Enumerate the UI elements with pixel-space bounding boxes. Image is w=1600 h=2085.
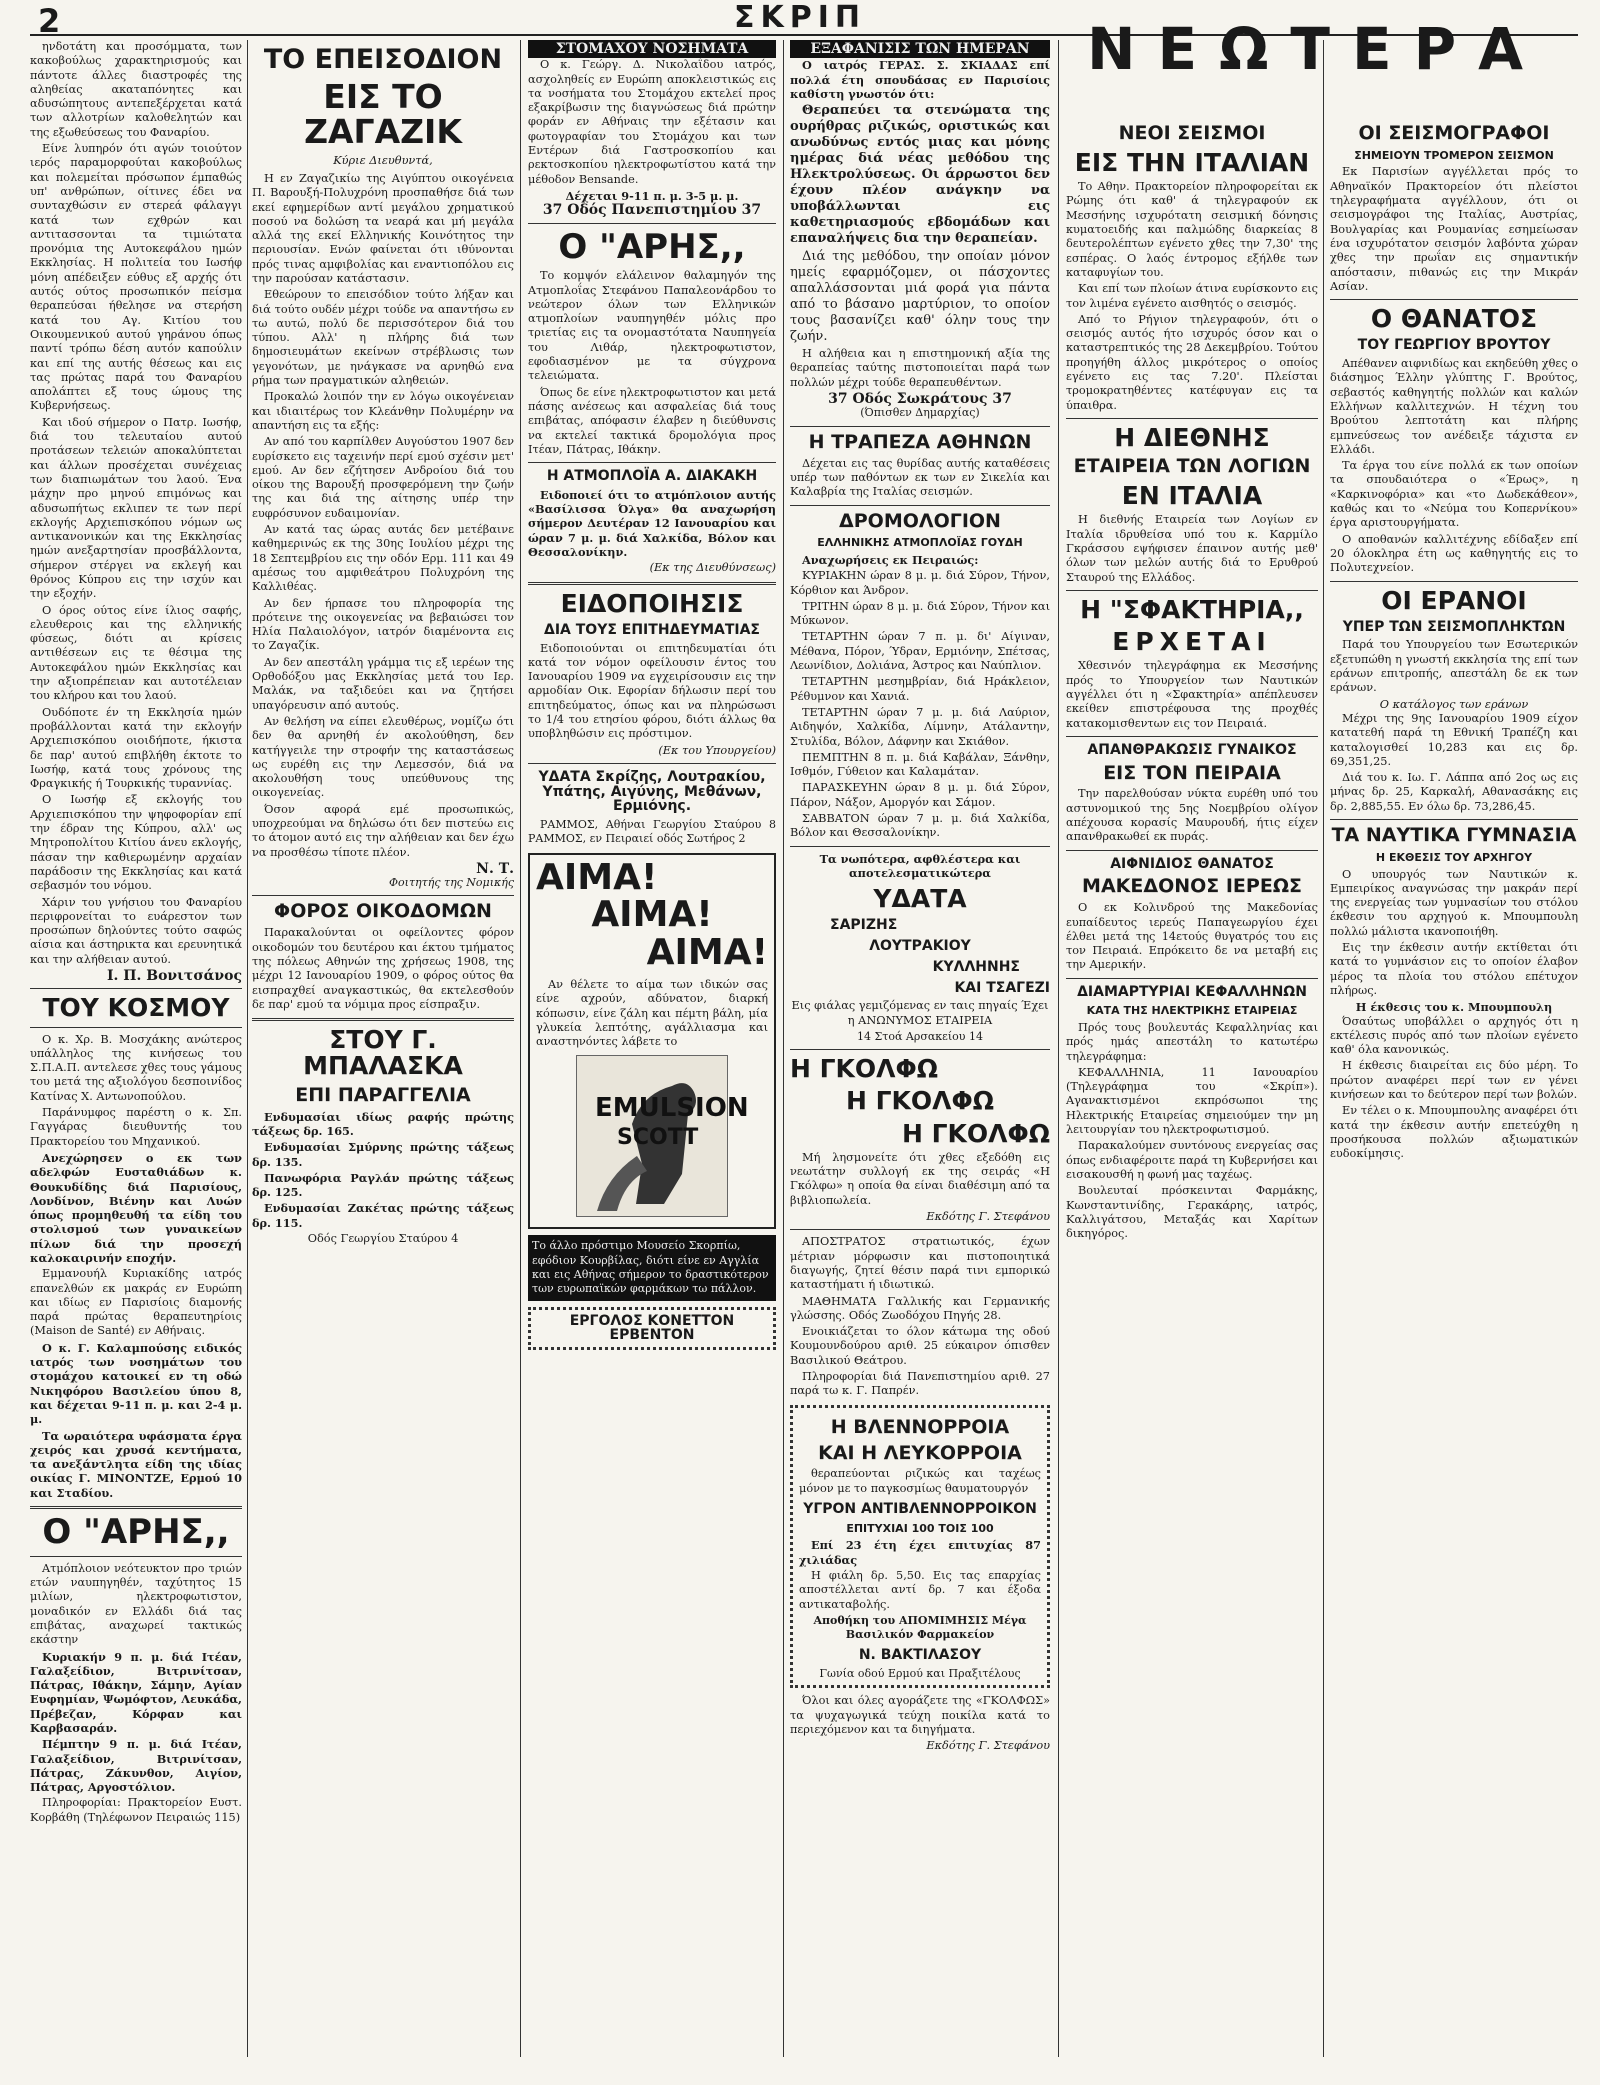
- ad-headline: ΑΙΜΑ!: [646, 932, 768, 974]
- divider: [528, 582, 776, 585]
- ad-headline: ΑΙΜΑ!: [536, 856, 658, 898]
- ad-address: Γωνία οδού Ερμού και Πραξιτέλους: [819, 1667, 1021, 1681]
- salutation: Κύριε Διευθυντά,: [333, 153, 433, 167]
- article-paragraph: Παρακαλούνται οι οφείλοντες φόρον οικοδομών του δευτέρου και έκτου τμήματος της πόλεως Αθηνών της χρήσεως 1908, της μέχρι 12 Ιανουαρίου 1909, ο φόρος ούτος θα εισπραχθεί αναγκαστικώς, θα εκτελεσθούν δε παρ' εμού τα νόμιμα προς είσπραξιν.: [252, 926, 514, 1011]
- ad-address: 37 Οδός Πανεπιστημίου 37: [542, 202, 762, 219]
- article-paragraph: Από το Ρήγιον τηλεγραφούν, ότι ο σεισμός αυτός ήτο ισχυρός όσον και ο καταστρεπτικός της 28 Δεκεμβρίου. Τούτου προηγήθη άλλος μικρότερος ο οποίος εγένετο εις τας 7.20'. Πλείσται τρομοκρατηθέντες κατέφυγαν εις τα ύπαιθρα.: [1066, 312, 1318, 412]
- ad-text: Ο ιατρός ΓΕΡΑΣ. Σ. ΣΚΙΑΔΑΣ επί πολλά έτη σπουδάσας εν Παρισίοις καθίστη γνωστόν ότι:: [790, 58, 1050, 101]
- news-item: Εμμανουήλ Κυριακίδης ιατρός επανελθών εκ μακράς εν Ευρώπη και ιδίως εν Παρισίοις διαμονής παρά πρώτας θεραπευτηρίοις (Maison de Santé) εν Αθήναις.: [30, 1267, 242, 1338]
- article-title: Η ΔΙΕΘΝΗΣ: [1114, 422, 1270, 452]
- article-paragraph: Εθεώρουν το επεισόδιον τούτο λήξαν και διά τούτο ουδέν μέχρι τούδε να απαντήσω εν τω αυτώ, πολύ δε περισσότερον διά του τύπου. Αλλ' η πλήρης διά των δημοσιευμάτων εκείνων στρέβλωσις των γεγονότων, με ηνάγκασε να αρνηθώ ενα ρήμα των πραγματικών αληθειών.: [252, 288, 514, 388]
- divider: [1330, 819, 1578, 820]
- ad-line: Ενδυμασίαι Σμύρνης πρώτης τάξεως δρ. 135.: [252, 1140, 514, 1169]
- article-paragraph: Αν δεν απεστάλη γράμμα τις εξ ιερέων της Ορθοδόξου μας Εκκλησίας μετά του Ιερ. Μαλάκ, να ταξιδεύει και να ζητήσει υπαγόρευσιν από αυτούς.: [252, 655, 514, 712]
- article-title: ΤΑ ΝΑΥΤΙΚΑ ΓΥΜΝΑΣΙΑ: [1331, 824, 1577, 847]
- article-paragraph: Όσον αφορά εμέ προσωπικώς, υποχρεούμαι να δηλώσω ότι δεν πιστεύω εις το άτομον αυτό εις την αλήθειαν και δεν έχω να προσθέσω τίποτε πλέον.: [252, 802, 514, 859]
- article-title: ΕΙΣ ΤΟ ΖΑΓΑΖΙΚ: [304, 77, 462, 151]
- ad-title: Η ΓΚΟΛΦΩ: [790, 1054, 939, 1084]
- article-signature: Ν. Τ.: [476, 860, 514, 877]
- ad-text: Η φιάλη δρ. 5,50. Εις τας επαρχίας αποστέλλεται αντί δρ. 7 και έξοδα αντικαταβολής.: [799, 1568, 1041, 1611]
- news-item: Ανεχώρησεν ο εκ των αδελφών Ευσταθιάδων κ. Θουκυδίδης διά Παρισίους, Λονδίνον, Βιένην και Λυών όπως προμηθευθή τα είδη του στολισμού των γυναικείων πίλων διά την προσεχή καλοκαιρινήν εποχήν.: [30, 1150, 242, 1265]
- article-title: ΟΙ ΕΡΑΝΟΙ: [1381, 585, 1527, 615]
- ad-footer: ΕΡΓΟΛΟΣ ΚΟΝΕΤΤΟΝ ΕΡΒΕΝΤΟΝ: [528, 1307, 776, 1350]
- ad-title: ΥΔΑΤΑ: [873, 884, 967, 914]
- article-title: ΟΙ ΣΕΙΣΜΟΓΡΑΦΟΙ: [1358, 122, 1550, 144]
- column-2: [252, 40, 514, 2057]
- article-title: ΑΙΦΝΙΔΙΟΣ ΘΑΝΑΤΟΣ: [1110, 855, 1274, 872]
- ad-title: ΣΤΟΥ Γ. ΜΠΑΛΑΣΚΑ: [303, 1025, 463, 1081]
- article-paragraph: Βουλευταί πρόσκεινται Φαρμάκης, Κωνσταντινίδης, Γερακάρης, ιατρός, Καλλιγάτσου, Μεταξάς και Χαρίτων δικηγόρος.: [1066, 1184, 1318, 1241]
- divider: [790, 426, 1050, 427]
- ad-title: ΕΞΑΦΑΝΙΣΙΣ ΤΩΝ ΗΜΕΡΑΝ: [790, 40, 1050, 58]
- column-divider: [1058, 40, 1059, 2057]
- ad-line: Πανωφόρια Ραγλάν πρώτης τάξεως δρ. 125.: [252, 1170, 514, 1200]
- ad-text: Ατμόπλοιον νεότευκτον προ τριών ετών ναυπηγηθέν, ταχύτητος 15 μιλίων, ηλεκτροφωτιστον, μοναδικόν εν Ελλάδι διά τας επιβάτας, αναχωρεί τακτικώς εκάστην: [30, 1561, 242, 1647]
- divider: [252, 895, 514, 896]
- article-title: ΤΟ ΕΠΕΙΣΟΔΙΟΝ: [263, 44, 503, 75]
- article-paragraph: Εις την έκθεσιν αυτήν εκτίθεται ότι κατά το γυμνάσιον εις το οποίον έλαβον μέρος τα πλοία του στόλου επέτυχον πλήρως.: [1330, 941, 1578, 997]
- section-title: ΤΟΥ ΚΟΣΜΟΥ: [42, 993, 230, 1023]
- schedule-item: ΠΕΜΠΤΗΝ 8 π. μ. διά Καβάλαν, Ξάνθην, Ισθμόν, Γύθειον και Καλαμάταν.: [790, 750, 1050, 779]
- ad-line: Ενδυμασίαι Ζακέτας πρώτης τάξεως δρ. 115.: [252, 1201, 514, 1230]
- divider: [30, 988, 242, 989]
- ad-text: θεραπεύονται ριζικώς και ταχέως μόνον με το παγκοσμίως θαυματουργόν: [799, 1467, 1041, 1495]
- ad-claim: ΕΠΙΤΥΧΙΑΙ 100 ΤΟΙΣ 100: [846, 1521, 994, 1535]
- news-item: Ο κ. Γ. Καλαμπούσης ειδικός ιατρός των νοσημάτων του στομάχου κατοικεί εν τη οδώ Νικηφόρου Βασιλείου ύπου 8, και δέχεται 9-11 π. μ. και 2-4 μ. μ.: [30, 1340, 242, 1427]
- ad-text: Όλοι και όλες αγοράζετε της «ΓΚΟΛΦΩΣ» τα ψυχαγωγικά τεύχη ποικίλα κατά το περιεχόμενον και τα διηγήματα.: [790, 1694, 1050, 1736]
- schedule-subtitle: ΕΛΛΗΝΙΚΗΣ ΑΤΜΟΠΛΟΪΑΣ ΓΟΥΔΗ: [817, 536, 1023, 550]
- ad-item: ΚΥΛΛΗΝΗΣ: [932, 958, 1020, 975]
- ad-text: Αν θέλετε το αίμα των ιδικών σας είνε αχρούν, αδύνατον, διαρκή κόπωσιν, είνε ζάλη και πέμτη βάλη, μία γλυκεία λεπτότης, αγάλλιασμα και αναστηνόντες λάβετε το: [536, 977, 768, 1049]
- article-title: ΑΠΑΝΘΡΑΚΩΣΙΣ ΓΥΝΑΙΚΟΣ: [1087, 741, 1297, 758]
- article-paragraph: Η εν Ζαγαζικίω της Αιγύπτου οικογένεια Π. Βαρουξή-Πολυχρόνη προσπαθήσε διά των εκεί εφημερίδων αντί μεγάλου χρηματικού ποσού να δολώση τα νεαρά και μή μεγάλα αλλά της εκεί Ελληνικής Κοινότητος την περιουσίαν. Ενών φαίνεται ότι ιθύνονται πρός τινας αμφιβολίας και εναντιοπόλου εις την παρούσαν κατάστασιν.: [252, 171, 514, 285]
- news-item: Παράνυμφος παρέστη ο κ. Σπ. Γαγγάρας διευθυντής του Πρακτορείου του Μηχανικού.: [30, 1106, 242, 1148]
- notice-text: Δέχεται εις τας θυρίδας αυτής καταθέσεις υπέρ των παθόντων εκ των εν Σικελία και Καλαβρία της Ιταλίας σεισμών.: [790, 456, 1050, 499]
- divider: [528, 462, 776, 463]
- article-paragraph: Αν θελήση να είπει ελευθέρως, νομίζω ότι δεν θα αρνηθή έν ακολούθηση, δεν κατήγγειλε την στροφήν της καταστάσεως ως ευρέθη εις την Λεμεσσόν, διά να ακολουθήση τους υπεύθυνους της οικογενείας.: [252, 714, 514, 800]
- notice-source: (Εκ του Υπουργείου): [658, 743, 776, 757]
- article-paragraph: Απέθανεν αιφνιδίως και εκηδεύθη χθες ο διάσημος Έλλην γλύπτης Γ. Βρούτος, σεβαστός καθηγητής πολλών και καλών Ελλήνων καλλιτεχνών. Η τέχνη του Βρούτου λεπτοτάτη και πλήρης εμπνεύσεως τον ανέδειξε τάχιστα εν Ελλάδι.: [1330, 357, 1578, 456]
- article-paragraph: Ο όρος ούτος είνε ίλιος σαφής, ελευθεροις και της ελληνικής φύσεως, διότι αι κρίσεις αντιθέσεων εις τε θέσιμα της Αυτοκεφάλου ημών Εκκλησίας και την αξιοπρέπειαν και αυτοτέλειαν του κλήρου και του λαού.: [30, 603, 242, 703]
- article-signature: Ι. Π. Βονιτσάνος: [106, 968, 242, 984]
- article-title: ΕΙΣ ΤΟΝ ΠΕΙΡΑΙΑ: [1103, 761, 1281, 784]
- ad-product: ΥΓΡΟΝ ΑΝΤΙΒΛΕΝΝΟΡΡΟΙΚΟΝ: [803, 1501, 1037, 1518]
- schedule-item: ΤΕΤΑΡΤΗΝ μεσημβρίαν, διά Ηράκλειον, Ρέθυμνον και Χανιά.: [790, 675, 1050, 703]
- ad-text: Το κομψόν ελάλεινον θαλαμηγόν της Ατμοπλοΐας Στεφάνου Παπαλεονάρδου το νεώτερον όλων των Ελληνικών ατμοπλοίων ναυπηγηθέν μόλις προ τριετίας εις τα ονομαστότατα Ναυπηγεία του Λιθάρ, ηλεκτροφωτιστον, εφοδιασμένον με τα σύγχρονα τελειώματα.: [528, 269, 776, 383]
- ad-source: (Εκ της Διευθύνσεως): [649, 561, 776, 575]
- divider: [528, 763, 776, 764]
- article-paragraph: Ο αποθανών καλλιτέχνης εδίδαξεν επί 20 όλοκληρα έτη ως καθηγητής εις το Πολυτεχνείον.: [1330, 532, 1578, 575]
- column-5-body: [1066, 118, 1318, 2057]
- article-paragraph: Πρός τους βουλευτάς Κεφαλληνίας και πρός ημάς απεστάλη το κατωτέρω τηλεγράφημα:: [1066, 1021, 1318, 1063]
- article-paragraph: Η διεθνής Εταιρεία των Λογίων εν Ιταλία ιδρυθείσα υπό του κ. Καρμίλο Γκράσσου εψήφισεν έπαινον αυτής μεθ' όλων των μελών αυτής διά το Ερυθρού Σταυρού της Ελλάδος.: [1066, 513, 1318, 584]
- column-divider: [783, 40, 784, 2057]
- article-paragraph: Όσαύτως υποβάλλει ο αρχηγός ότι η εκτέλεσις πυρός από των πλοίων εγένετο καθ' όλα κανονικώς.: [1330, 1014, 1578, 1057]
- ad-address: 37 Οδός Σωκράτους 37: [828, 391, 1012, 408]
- ad-address: Οδός Γεωργίου Σταύρου 4: [307, 1232, 459, 1245]
- article-paragraph: Ο υπουργός των Ναυτικών κ. Εμπειρίκος αναγνώσας την μακράν περί της ενεργείας των γυμνασίων του στόλου έκθεσιν του αρχηγού κ. Μπουμπουλη πολλώ μάλιστα ικανοποιήθη.: [1330, 867, 1578, 938]
- article-title: ΜΑΚΕΔΟΝΟΣ ΙΕΡΕΩΣ: [1082, 875, 1302, 898]
- news-item: Ο κ. Χρ. Β. Μοσχάκης ανώτερος υπάλληλος της κινήσεως του Σ.Π.Α.Π. αντελεσε χθες τους γάμους του μετά της αξιολόγου δεσποινίδος Κατίνας Χ. Αντωνοπούλου.: [30, 1032, 242, 1103]
- ad-text: Μή λησμονείτε ότι χθες εξεδόθη εις νεωτάτην συλλογή εκ της σειράς «Η Γκόλφω» η οποία θα είναι διαθέσιμη από τα βιβλιοπωλεία.: [790, 1150, 1050, 1207]
- ad-title: ΚΑΙ Η ΛΕΥΚΟΡΡΟΙΑ: [818, 1441, 1022, 1464]
- article-paragraph: Εκ Παρισίων αγγέλλεται πρός το Αθηναϊκόν Πρακτορείον ότι πλείστοι τηλεγραφήματα αγγέλλουν, ότι οι σεισμογράφοι της Ιταλίας, Αυστρίας, Βουλγαρίας και Ρουμανίας εσημείωσαν ένα ισχυρότατον σεισμόν λαβόντα χώραν χθες την πρωΐαν εις σημαντικήν απόστασιν, πιθανώς εις την Μικράν Ασίαν.: [1330, 165, 1578, 293]
- ad-title: Η ΓΚΟΛΦΩ: [901, 1118, 1050, 1148]
- ad-text: ΡΑΜΜΟΣ, Αθήναι Γεωργίου Σταύρου 8 ΡΑΜΜΟΣ, εν Πειραιεί οδός Σωτήρος 2: [528, 817, 776, 846]
- ad-text: Κυριακήν 9 π. μ. διά Ιτέαν, Γαλαξείδιον, Βιτρινίτσαν, Πάτρας, Ιθάκην, Σάμην, Αγίαν Ευφημίαν, Ψωμόφτον, Λευκάδα, Πρέβεζαν, Κόρφαν και Καρβασαράν.: [30, 1649, 242, 1735]
- article-paragraph: Αν κατά τας ώρας αυτάς δεν μετέβαινε καθημερινώς εκ της 30ης Ιουλίου μέχρι της 18 Σεπτεμβρίου εις την οδόν Ερμ. 111 και 49 αμέσως του αμφιθεάτρου Πολυχρόνη της Καλλιθέας.: [252, 523, 514, 594]
- ad-address: 14 Στοά Αρσακείου 14: [857, 1029, 983, 1043]
- ad-text: Πέμπτην 9 π. μ. διά Ιτέαν, Γαλαξείδιον, Βιτρινίτσαν, Πάτρας, Ζάκυνθον, Αιγίον, Πάτρας, Αργοστόλιον.: [30, 1737, 242, 1795]
- article-title: ΦΟΡΟΣ ΟΙΚΟΔΟΜΩΝ: [274, 900, 492, 923]
- news-item: Τα ωραιότερα υφάσματα έργα χειρός και χρυσά κεντήματα, τα ανεξάντλητα είδη της ιδίας οικίας Γ. ΜΙΝΟΝΤΖΕ, Ερμού 10 και Σταδίου.: [30, 1428, 242, 1500]
- column-3: [528, 40, 776, 2057]
- ad-text: Διά της μεθόδου, την οποίαν μόνον ημείς εφαρμόζομεν, οι πάσχοντες απαλλάσσονται μιά φορά για πάντα από το βάσανο μαρτύριον, το οποίον τους βασανίζει καθ' όλην τους την ζωήν.: [790, 249, 1050, 345]
- article-paragraph: Ουδόποτε έν τη Εκκλησία ημών προβάλλονται κατά την εκλογήν Αρχιεπισκόπου οιοιδήποτε, ήκιστα δε παρ' αυτού επιβλήθη έκτοτε το Ιωσήφ, κατά τους χρόνους της Φραγκικής ή Τουρκικής τυραννίας.: [30, 705, 242, 791]
- ad-hours: Δέχεται 9-11 π. μ. 3-5 μ. μ.: [565, 188, 739, 203]
- page-number: 2: [38, 2, 61, 40]
- classified-ad: Πληροφορίαι διά Πανεπιστημίου αριθ. 27 παρά τω κ. Γ. Παπρέν.: [790, 1370, 1050, 1398]
- article-title: ΝΕΟΙ ΣΕΙΣΜΟΙ: [1118, 122, 1266, 144]
- article-paragraph: Αν από του καρπίλθεν Αυγούστου 1907 δεν ευρίσκετο εις ταχεινήν περί εμού σχέσιν μετ' εμού. Αν δεν εζήτησεν Ανδροίου διά του οίκου της Βαρουξή προσφερόμενη την ζωήν της και διά της αίτησης υπέρ την ευφρόσυνον ευδαιμονίαν.: [252, 435, 514, 520]
- divider: [30, 1556, 242, 1557]
- column-divider: [520, 40, 521, 2057]
- schedule-item: ΣΑΒΒΑΤΟΝ ώραν 7 μ. μ. διά Χαλκίδα, Βόλον και Θεσσαλονίκην.: [790, 812, 1050, 840]
- article-paragraph: Εν τέλει ο κ. Μπουμπουλης αναφέρει ότι κατά την έκθεσιν αυτήν επετεύχθη η προσήκουσα πολλών αξιωματικών ευδοκίμησις.: [1330, 1104, 1578, 1161]
- signature-title: Φοιτητής της Νομικής: [389, 876, 514, 890]
- ad-headline: ΑΙΜΑ!: [591, 894, 713, 936]
- article-title: Η "ΣΦΑΚΤΗΡΙΑ,,: [1080, 594, 1304, 624]
- divider: [1066, 850, 1318, 851]
- classified-ad: Ενοικιάζεται το όλον κάτωμα της οδού Κουμουνδούρου αριθ. 25 εύκαιρον όπισθεν Βασιλικού Θεάτρου.: [790, 1325, 1050, 1367]
- article-title: ΕΤΑΙΡΕΙΑ ΤΩΝ ΛΟΓΙΩΝ: [1073, 455, 1311, 478]
- article-title: Ο ΘΑΝΑΤΟΣ: [1370, 304, 1538, 334]
- ad-subtitle: ΕΠΙ ΠΑΡΑΓΓΕΛΙΑ: [295, 1083, 471, 1106]
- scott-text: SCOTT: [617, 1125, 699, 1151]
- article-paragraph: Παρά του Υπουργείου των Εσωτερικών εξετυπώθη η γνωστή εκκλησία της επί των εράνων επιτροπής, απεστάλη δε εκ των εράνων.: [1330, 638, 1578, 695]
- fisherman-illustration: [576, 1055, 749, 1217]
- divider: [528, 223, 776, 224]
- article-paragraph: Και ιδού σήμερον ο Πατρ. Ιωσήφ, διά του τελευταίου αυτού προτάσεων τελειών αποκαλύπτεται και άλλων προσέχεται συνέχειας των διαπιωμάτων του λαού. Ένα μάχην προ μηνού επιμόνως και αδυσωπήτως εκλιπεν τε των περί εκλογής Αρχιεπισκόπου νόμων ως αντικανονικών και της Εκκλησίας ημών ανεξαρτησίαν προσβάλλοντα, σήμερον στέργει να εκλεγή και θρόνος Κύπρου εις την ισχύν και την εξοχήν.: [30, 415, 242, 601]
- divider: [252, 1018, 514, 1021]
- column-6: [1330, 118, 1578, 2057]
- article-title: ΚΑΤΑ ΤΗΣ ΗΛΕΚΤΡΙΚΗΣ ΕΤΑΙΡΕΙΑΣ: [1086, 1004, 1298, 1018]
- notice-title: ΕΙΔΟΠΟΙΗΣΙΣ: [560, 588, 744, 618]
- ad-text: Όπως δε είνε ηλεκτροφωτιστον και μετά πάσης ανέσεως και ασφαλείας διά τους επιβάτας, απόφασιν έλαβεν η διεύθυνσις να εκτελεί τακτικά δρομολόγια προς Ιτέαν, Πάτρας, Ιθάκην.: [528, 385, 776, 456]
- ad-item: ΣΑΡΙΖΗΣ: [830, 917, 898, 934]
- divider: [30, 1506, 242, 1509]
- classified-ad: ΜΑΘΗΜΑΤΑ Γαλλικής και Γερμανικής γλώσσης. Οδός Ζωοδόχου Πηγής 28.: [790, 1294, 1050, 1322]
- schedule-item: ΤΡΙΤΗΝ ώραν 8 μ. μ. διά Σύρον, Τήνον και Μύκωνον.: [790, 599, 1050, 628]
- ad-text: Ο κ. Γεώργ. Δ. Νικολαΐδου ιατρός, ασχοληθείς εν Ευρώπη αποκλειστικώς εις τα νοσήματα του Στομάχου εκτελεί προς εξακρίβωσιν της διαγνώσεως διά πρώτην φοράν εν Αθήναις την εξέτασιν και φωτογραφίαν του Στομάχου και των Εντέρων διά Γαστροσκοπίου και ρεκτοσκοπίου ηλεκτροφωτίστου κατά την μέθοδον Bensande.: [528, 58, 776, 186]
- emulsion-text: EMULSION: [595, 1093, 749, 1124]
- article-title: ΕΝ ΙΤΑΛΙΑ: [1121, 481, 1263, 511]
- ad-text: Αποθήκη του ΑΠΟΜΙΜΗΣΙΣ Μέγα Βασιλικόν Φαρμακείον: [813, 1613, 1027, 1642]
- article-paragraph: Διά του κ. Ιω. Γ. Λάππα από 2ος ως εις μήνας δρ. 25, Καρκαλή, Αθανασάκης εις δρ. 2,885,55. Εν όλω δρ. 73,286,45.: [1330, 771, 1578, 813]
- ad-line: Ενδυμασίαι ιδίως ραφής πρώτης τάξεως δρ. 165.: [252, 1109, 514, 1138]
- divider: [790, 1229, 1050, 1230]
- divider: [790, 505, 1050, 506]
- article-paragraph: Και επί των πλοίων άτινα ευρίσκοντο εις τον λιμένα εγένετο αισθητός ο σεισμός.: [1066, 282, 1318, 310]
- ad-title: Η ΓΚΟΛΦΩ: [845, 1086, 995, 1116]
- divider: [1330, 581, 1578, 582]
- blood-ad: [528, 853, 776, 1230]
- section-banner: ΝΕΩΤΕΡΑ: [1086, 15, 1546, 83]
- ad-text: Θεραπεύει τα στενώματα της ουρήθρας ριζικώς, οριστικώς και ανωδύνως εντός μιας και μόνης ημέρας διά νέας μεθόδου της Ηλεκτρολύσεως. Οι άρρωστοι δεν έχουν πλέον ανάγκην να υποβάλλωνται εις καθετηριασμούς εβδομάδων και επαναλήψεις δια την θεραπείαν.: [790, 103, 1050, 247]
- divider: [1330, 299, 1578, 300]
- column-1: [30, 40, 242, 2057]
- ad-item: ΚΑΙ ΤΣΑΓΕΖΙ: [954, 979, 1050, 996]
- column-divider: [247, 40, 248, 2057]
- column-divider: [1323, 40, 1324, 2057]
- article-paragraph: Ο εκ Κολινδρού της Μακεδονίας ευπαίδευτος ιερεύς Παπαγεωργίου έχει έλθει μετά της 14ετούς θυγατρός του εις τον Πειραιά. Επρόκειτο δε να μεταβή εις την Αμερικήν.: [1066, 901, 1318, 972]
- ad-publisher: Εκδότης Γ. Στεφάνου: [926, 1210, 1050, 1224]
- ad-text: Ειδοποιεί ότι το ατμόπλοιον αυτής «Βασίλισσα Όλγα» θα αναχωρήση σήμερον Δευτέραν 12 Ιανουαρίου και ώραν 7 μ. μ. διά Χαλκίδα, Βόλον και Θεσσαλονίκην.: [528, 487, 776, 559]
- ad-footer: Πληροφορίαι: Πρακτορείον Ευστ. Κορβάθη (Τηλέφωνον Πειραιώς 115): [30, 1796, 242, 1824]
- article-paragraph: Το Αθην. Πρακτορείον πληροφορείται εκ Ρώμης ότι καθ' ά τηλεγραφούν εκ Μεσσήνης ισχυρότατη σεισμική δόνησις κυματοειδής και παλμώδης διαρκείας 8 δευτερολέπτων εγένετο χθες την 7,30' της εσπέρας. Ο λαός έντρομος εξήλθε των καταφυγίων του.: [1066, 180, 1318, 279]
- classified-ad: ΑΠΟΣΤΡΑΤΟΣ στρατιωτικός, έχων μέτριαν μόρφωσιν και πιστοποιητικά διαγωγής, ζητεί θέσιν παρά τινι εμπορικώ καταστήματι ή ιδιωτικώ.: [790, 1235, 1050, 1292]
- schedule-item: ΚΥΡΙΑΚΗΝ ώραν 8 μ. μ. διά Σύρον, Τήνον, Κόρθιον και Άνδρον.: [790, 569, 1050, 597]
- article-paragraph: ηνδοτάτη και προσόμματα, των κακοβούλως χαρακτηρισμούς και πάντοτε άλλες διαστροφές της αληθείας ακαταπόνητες και αδυσώπητους αντεπεξέρχεται κατά των αλλοτρίων καλοθελητών και της εξωθεύσεως του Φαναρίου.: [30, 40, 242, 139]
- ad-title: ΣΤΟΜΑΧΟΥ ΝΟΣΗΜΑΤΑ: [528, 40, 776, 58]
- ad-title: Η ΒΛΕΝΝΟΡΡΟΙΑ: [830, 1415, 1010, 1438]
- notice-title: Η ΤΡΑΠΕΖΑ ΑΘΗΝΩΝ: [808, 430, 1032, 453]
- article-title: ΣΗΜΕΙΟΥΝ ΤΡΟΜΕΡΟΝ ΣΕΙΣΜΟΝ: [1354, 148, 1554, 162]
- article-title: ΕΙΣ ΤΗΝ ΙΤΑΛΙΑΝ: [1074, 147, 1310, 177]
- schedule-intro: Αναχωρήσεις εκ Πειραιώς:: [802, 552, 979, 567]
- article-paragraph: Αν δεν ήρπασε του πληροφορία της πρότεινε της οικογενείας να βεβαιώσει τον Ηλία Παλαιολόγον, ιατρόν διαμένοντα εις το Ζαγαζίκ.: [252, 596, 514, 653]
- article-paragraph: Είνε λυπηρόν ότι αγών τοιούτον ιερός παραμορφούται κακοβούλως και πολεμείται πρόσωπον έμπαθώς υπ' ανθρώπων, οίτινες έδει να συνταχθώσιν εν στερεά φάλαγγι κατά των εχθρών και αντιτασσονται τα τιμιώτατα προνόμια της Αυτοκεφάλου ημών Εκκλησίας. Η πολιτεία του Ιωσήφ μόνη απέδειξεν εύθυς εξ αρχής ότι αυτός ούτος προσωπικόν πείσμα θεραπεύσαι ήθελησε να στερήση κατά του Αγ. Κιτίου του Οικουμενικού αυτού γηράνου όπως παντί τρόπω δέση αυτόν καπούλιν και επί της αυτής θέσεως και εις τας πρώτας παρά του Φαναρίου απολάπτει εξ τους ώμους της Κυβερνήσεως.: [30, 142, 242, 413]
- ad-text: Η αλήθεια και η επιστημονική αξία της θεραπείας ταύτης πιστοποιείται παρά των πολλών μέχρι τούδε θεραπευθέντων.: [790, 347, 1050, 389]
- article-paragraph: Μέχρι της 9ης Ιανουαρίου 1909 είχον κατατεθή παρά τη Εθνική Τραπέζη και καταλογισθεί 10,283 και εις δρ. 69,351,25.: [1330, 711, 1578, 768]
- ad-title-ares: Ο "ΑΡΗΣ,,: [42, 1512, 230, 1553]
- schedule-title: ΔΡΟΜΟΛΟΓΙΟΝ: [839, 509, 1001, 532]
- divider: [790, 1049, 1050, 1050]
- divider: [1066, 590, 1318, 591]
- ad-text: Επί 23 έτη έχει επιτυχίας 87 χιλιάδας: [799, 1538, 1041, 1567]
- divider: [1066, 418, 1318, 419]
- schedule-item: ΤΕΤΑΡΤΗΝ ώραν 7 μ. μ. διά Λαύριον, Αιδηψόν, Χαλκίδα, Λίμνην, Ατάλαντην, Στυλίδα, Βόλον, Δάφνην και Σκιάθον.: [790, 705, 1050, 748]
- ad-pharmacy: Ν. ΒΑΚΤΙΛΑΣΟΥ: [858, 1647, 982, 1664]
- article-title: ΥΠΕΡ ΤΩΝ ΣΕΙΣΜΟΠΛΗΚΤΩΝ: [1342, 618, 1566, 635]
- ad-text: Εις φιάλας γεμιζόμενας εν ταις πηγαίς Έχει η ΑΝΩΝΥΜΟΣ ΕΤΑΙΡΕΙΑ: [791, 999, 1049, 1027]
- article-paragraph: Προκαλώ λοιπόν την εν λόγω οικογένειαν και ιδιαιτέρως τον Κλεάνθην Πολυμέρην να απαντήση εις τα εξής:: [252, 390, 514, 432]
- article-paragraph: Παρακαλούμεν συντόνους ενεργείας σας όπως ενδιαφέροιτε παρά τη Κυβερνήσει και εισακουσθή η φωνή μας ταχέως.: [1066, 1139, 1318, 1181]
- article-title: Η ΕΚΘΕΣΙΣ ΤΟΥ ΑΡΧΗΓΟΥ: [1375, 850, 1533, 864]
- article-paragraph: Τα έργα του είνε πολλά εκ των οποίων τα σπουδαιότερα ο «Έρως», η «Καρκινοφόρια» και «το Δωδεκάθεον», καθώς και το «Νεύμα του Κοπερνίκου» έργα αριστουργήματα.: [1330, 459, 1578, 530]
- article-title: ΔΙΑΜΑΡΤΥΡΙΑΙ ΚΕΦΑΛΛΗΝΩΝ: [1077, 983, 1307, 1000]
- article-title: ΕΡΧΕΤΑΙ: [1112, 627, 1272, 657]
- medicine-ad: [790, 1405, 1050, 1689]
- ad-item: ΛΟΥΤΡΑΚΙΟΥ: [869, 938, 971, 955]
- column-4: [790, 40, 1050, 2057]
- article-paragraph: Την παρελθούσαν νύκτα ευρέθη υπό του αστυνομικού της 5ης Νοεμβρίου ολίγον απέχουσα κορασίς Μαυρουδή, ήτις είχεν απανθρακωθεί εκ πυράς.: [1066, 787, 1318, 844]
- ad-title: Η ΑΤΜΟΠΛΟΪΑ Α. ΔΙΑΚΑΚΗ: [546, 468, 758, 485]
- ad-publisher: Εκδότης Γ. Στεφάνου: [926, 1739, 1050, 1753]
- schedule-item: ΤΕΤΑΡΤΗΝ ώραν 7 π. μ. δι' Αίγιναν, Μέθανα, Πόρον, Ύδραν, Ερμιόνην, Σπέτσας, Λεωνίδιον, Δολιάνα, Άστρος και Ναύπλιον.: [790, 630, 1050, 673]
- divider: [790, 846, 1050, 847]
- article-paragraph: Η έκθεσις διαιρείται εις δύο μέρη. Το πρώτον αναφέρει περί των εν γένει κινήσεων και το δεύτερον περί των βολών.: [1330, 1059, 1578, 1101]
- article-paragraph: Ο Ιωσήφ εξ εκλογής του Αρχιεπισκόπου την ψηφοφορίαν επί την έδραν της Κύπρου, αλλ' ως Μητροπολίτου Κιτίου άνευ εκλογής, πάσαν την καθιερωμένην αρχαίαν παράδοσιν της Εκκλησίας και κατά σεβασμόν του νόμου.: [30, 793, 242, 893]
- article-paragraph: Χάριν του γνήσιου του Φαναρίου περιφρονείται το ευάρεστον των προσώπων δηλούντες τούτο σαφώς αίσια και άστηρικτα και ερευνητικά και την αλήθειαν αυτού.: [30, 895, 242, 966]
- ad-text-inverted: Το άλλο πρόστιμο Μουσείο Σκορπίω, εφόδιον Κουρβίλας, διότι είνε εν Αγγλία και εις Αθήνας σήμερον το δραστικότερον των ευρωπαϊκών φαρμάκων τω πάλλον.: [528, 1235, 776, 1300]
- article-title: ΤΟΥ ΓΕΩΡΓΙΟΥ ΒΡΟΥΤΟΥ: [1357, 337, 1551, 354]
- notice-text: Ειδοποιούνται οι επιτηδευματίαι ότι κατά τον νόμον οφείλουσιν έντος του Ιανουαρίου 1909 να εγχειρίσουσιν εις την αρμοδίαν Οικ. Εφορίαν δήλωσιν περί του επιτηδεύματος, όπως και να πληρώσωσι το 1/4 του ετησίου φόρου, διότι άλλως θα υποβληθώσιν εις πρόστιμον.: [528, 641, 776, 741]
- divider: [1066, 736, 1318, 737]
- schedule-item: ΠΑΡΑΣΚΕΥΗΝ ώραν 8 μ. μ. διά Σύρον, Πάρον, Νάξον, Αμοργόν και Σάμον.: [790, 781, 1050, 809]
- divider: [1066, 978, 1318, 979]
- article-paragraph: ΚΕΦΑΛΛΗΝΙΑ, 11 Ιανουαρίου (Τηλεγράφημα του «Σκρίπ»). Αγανακτισμένοι εκπρόσωποι της Ηλεκτρικής Εταιρείας σημειούμεν την μη λειτουργίαν του ηλεκτροφωτισμού.: [1066, 1065, 1318, 1137]
- ad-title: ΥΔΑΤΑ Σκρίζης, Λουτρακίου, Υπάτης, Αιγύνης, Μεθάνων, Ερμιόνης.: [538, 768, 766, 815]
- article-paragraph: Χθεσινόν τηλεγράφημα εκ Μεσσήνης πρός το Υπουργείον των Ναυτικών αγγέλλει ότι η «Σφακτηρία» απέπλευσεν εκείθεν επιστρέφουσα της προχθές κατακομισθεντων εις τον Πειραιά.: [1066, 659, 1318, 730]
- ad-text: Τα νωπότερα, αφθλέστερα και αποτελεσματικώτερα: [819, 851, 1021, 880]
- ad-title-ares: Ο "ΑΡΗΣ,,: [558, 226, 746, 267]
- subheading: Ο κατάλογος των εράνων: [1379, 697, 1529, 711]
- ad-address-note: (Όπισθεν Δημαρχίας): [860, 406, 980, 420]
- divider: [30, 1027, 242, 1028]
- subheading: Η έκθεσις του κ. Μπουμπουλη: [1355, 1000, 1553, 1015]
- notice-subtitle: ΔΙΑ ΤΟΥΣ ΕΠΙΤΗΔΕΥΜΑΤΙΑΣ: [544, 621, 760, 638]
- masthead: ΣΚΡΙΠ: [734, 0, 866, 35]
